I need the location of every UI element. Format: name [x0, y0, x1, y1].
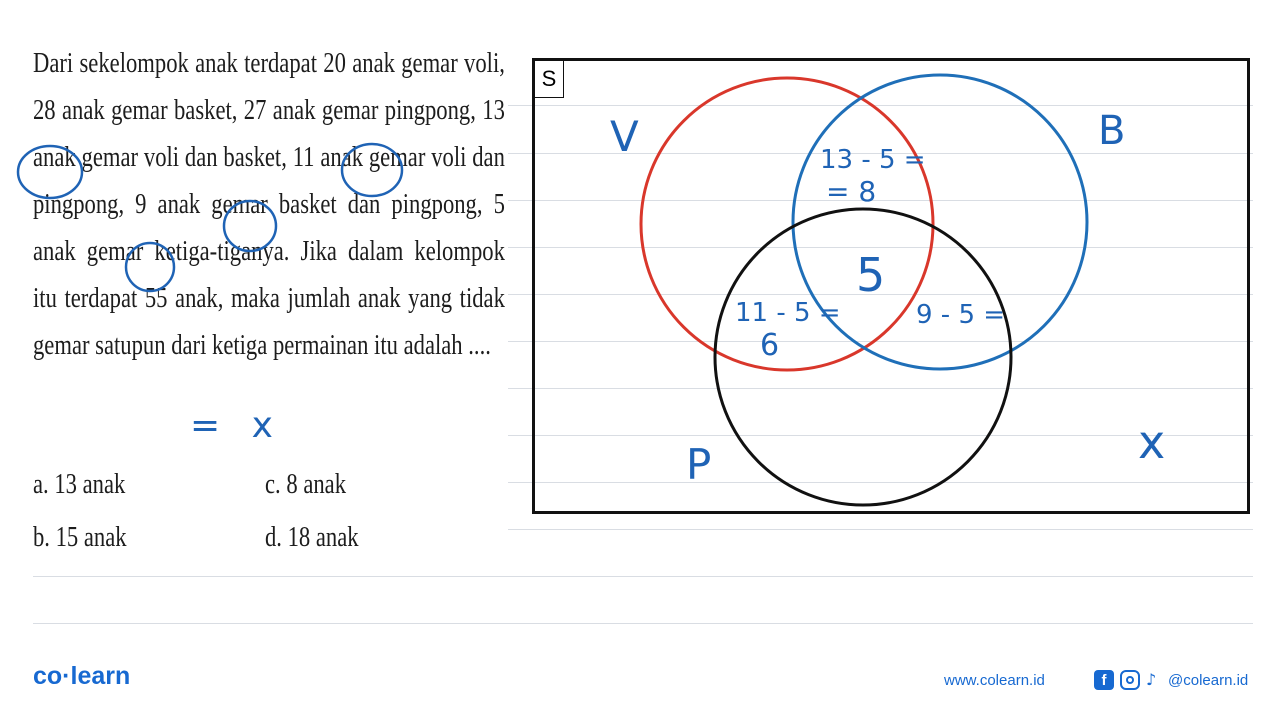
- answer-note: = x: [190, 405, 283, 446]
- vp-calc-line2: 6: [760, 328, 780, 363]
- option-b[interactable]: b. 15 anak: [33, 521, 127, 553]
- option-c[interactable]: c. 8 anak: [265, 468, 347, 500]
- tiktok-icon[interactable]: ♪: [1146, 670, 1157, 689]
- set-p-label: P: [686, 440, 712, 489]
- center-value: 5: [856, 248, 886, 302]
- facebook-icon[interactable]: f: [1094, 670, 1114, 690]
- vp-calc-line1: 11 - 5 =: [735, 298, 841, 328]
- option-a[interactable]: a. 13 anak: [33, 468, 126, 500]
- footer-url[interactable]: www.colearn.id: [944, 672, 1045, 689]
- bp-calc: 9 - 5 =: [916, 300, 1006, 330]
- vb-calc-line2: = 8: [826, 175, 877, 208]
- problem-text: Dari sekelompok anak terdapat 20 anak gemar voli, 28 anak gemar basket, 27 anak gemar pingpong, 13 anak gemar voli dan basket, 11 anak gemar voli dan pingpong, 9 anak gemar basket dan pingpong, 5 anak gemar ketiga-tiganya. Jika dalam kelompok itu terdapat 55 anak, maka jumlah anak yang tidak gemar satupun dari ketiga permainan itu adalah ....: [33, 47, 505, 361]
- instagram-icon[interactable]: [1120, 670, 1140, 690]
- set-b-label: B: [1098, 108, 1126, 154]
- vb-calc-line1: 13 - 5 =: [820, 145, 926, 175]
- option-d[interactable]: d. 18 anak: [265, 521, 359, 553]
- outside-value: x: [1138, 415, 1166, 469]
- universe-label: S: [534, 60, 564, 98]
- footer-social-handle[interactable]: @colearn.id: [1168, 672, 1249, 689]
- set-v-label: V: [610, 112, 639, 161]
- colearn-logo: co·learn: [33, 662, 131, 690]
